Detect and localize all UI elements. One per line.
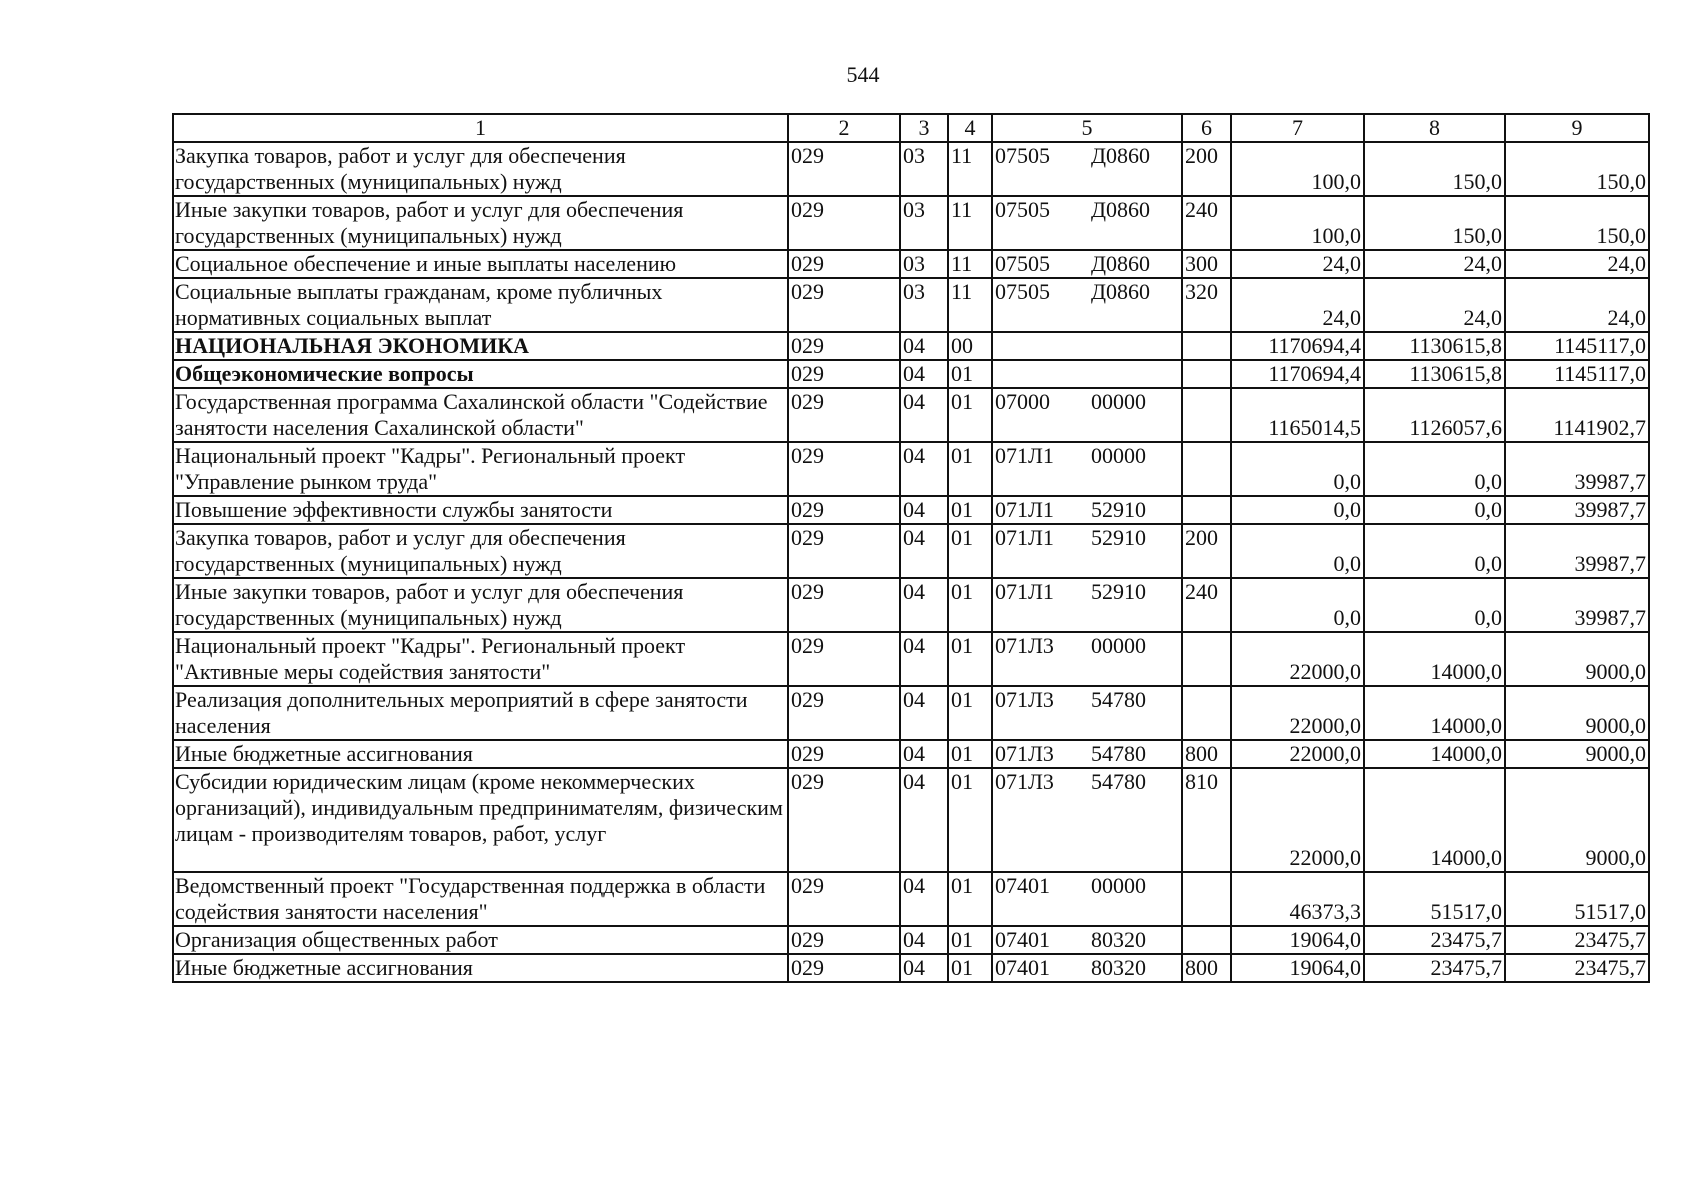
section-code-cell: 04 [900, 954, 948, 982]
amount-year3-cell: 39987,7 [1505, 442, 1649, 496]
subsection-code-cell: 01 [948, 686, 992, 740]
program-code: 07401 [995, 955, 1050, 980]
table-row [173, 578, 1649, 632]
amount-year1-cell: 1165014,5 [1231, 388, 1364, 442]
direction-code: 00000 [1091, 389, 1146, 414]
amount-year3-cell: 9000,0 [1505, 686, 1649, 740]
amount-year2-cell: 51517,0 [1364, 872, 1505, 926]
target-article-cell [992, 388, 1182, 442]
ministry-code-cell: 029 [788, 496, 900, 524]
row-name-cell: НАЦИОНАЛЬНАЯ ЭКОНОМИКА [173, 332, 788, 360]
amount-year1-cell: 100,0 [1231, 196, 1364, 250]
section-code-cell: 04 [900, 360, 948, 388]
target-article-cell [992, 278, 1182, 332]
amount-year1-cell: 46373,3 [1231, 872, 1364, 926]
amount-year3-cell: 24,0 [1505, 250, 1649, 278]
program-code: 07505 [995, 143, 1050, 168]
target-article-cell [992, 578, 1182, 632]
target-article-cell [992, 142, 1182, 196]
subsection-code-cell: 11 [948, 196, 992, 250]
amount-year1-cell: 24,0 [1231, 250, 1364, 278]
amount-year2-cell: 1126057,6 [1364, 388, 1505, 442]
direction-code: 80320 [1091, 955, 1146, 980]
amount-year2-cell: 1130615,8 [1364, 332, 1505, 360]
section-code-cell: 03 [900, 278, 948, 332]
program-code: 071Л3 [995, 687, 1054, 712]
table-row [173, 768, 1649, 872]
amount-year2-cell: 0,0 [1364, 496, 1505, 524]
subsection-code-cell: 01 [948, 926, 992, 954]
target-article-cell [992, 686, 1182, 740]
amount-year3-cell: 1141902,7 [1505, 388, 1649, 442]
expense-type-cell: 300 [1182, 250, 1231, 278]
row-name-cell: Социальные выплаты гражданам, кроме публичных нормативных социальных выплат [173, 278, 788, 332]
table-row [173, 196, 1649, 250]
direction-code: 54780 [1091, 741, 1146, 766]
amount-year3-cell: 1145117,0 [1505, 360, 1649, 388]
expense-type-cell: 200 [1182, 524, 1231, 578]
section-code-cell: 04 [900, 632, 948, 686]
subsection-code-cell: 01 [948, 740, 992, 768]
direction-code: Д0860 [1091, 197, 1151, 222]
subsection-code-cell: 01 [948, 388, 992, 442]
program-code: 071Л3 [995, 769, 1054, 794]
direction-code: 54780 [1091, 769, 1146, 794]
section-code-cell: 04 [900, 926, 948, 954]
section-code-cell: 04 [900, 768, 948, 872]
direction-code: 54780 [1091, 687, 1146, 712]
table-header-row [173, 114, 1649, 142]
expense-type-cell: 240 [1182, 196, 1231, 250]
direction-code: 80320 [1091, 927, 1146, 952]
amount-year3-cell: 23475,7 [1505, 926, 1649, 954]
amount-year1-cell: 0,0 [1231, 496, 1364, 524]
section-code-cell: 04 [900, 740, 948, 768]
target-article-cell [992, 196, 1182, 250]
target-article-cell [992, 332, 1182, 360]
table-row [173, 332, 1649, 360]
amount-year2-cell: 14000,0 [1364, 768, 1505, 872]
direction-code: 52910 [1091, 497, 1146, 522]
table-row [173, 250, 1649, 278]
amount-year3-cell: 24,0 [1505, 278, 1649, 332]
program-code: 07505 [995, 279, 1050, 304]
section-code-cell: 04 [900, 332, 948, 360]
direction-code: Д0860 [1091, 143, 1151, 168]
program-code: 071Л3 [995, 741, 1054, 766]
subsection-code-cell: 01 [948, 442, 992, 496]
amount-year3-cell: 39987,7 [1505, 578, 1649, 632]
header-cell: 8 [1364, 114, 1505, 142]
expense-type-cell: 240 [1182, 578, 1231, 632]
expense-type-cell [1182, 496, 1231, 524]
subsection-code-cell: 01 [948, 632, 992, 686]
amount-year3-cell: 150,0 [1505, 196, 1649, 250]
section-code-cell: 04 [900, 442, 948, 496]
row-name-cell: Реализация дополнительных мероприятий в сфере занятости населения [173, 686, 788, 740]
expense-type-cell: 800 [1182, 740, 1231, 768]
row-name-cell: Закупка товаров, работ и услуг для обеспечения государственных (муниципальных) нужд [173, 142, 788, 196]
table-row [173, 142, 1649, 196]
expense-type-cell [1182, 926, 1231, 954]
ministry-code-cell: 029 [788, 686, 900, 740]
header-cell: 2 [788, 114, 900, 142]
target-article-cell [992, 872, 1182, 926]
target-article-cell [992, 740, 1182, 768]
amount-year1-cell: 100,0 [1231, 142, 1364, 196]
table-row [173, 926, 1649, 954]
expense-type-cell [1182, 872, 1231, 926]
program-code: 071Л1 [995, 497, 1054, 522]
amount-year2-cell: 23475,7 [1364, 926, 1505, 954]
amount-year3-cell: 1145117,0 [1505, 332, 1649, 360]
row-name-cell: Иные закупки товаров, работ и услуг для обеспечения государственных (муниципальных) нужд [173, 578, 788, 632]
program-code: 07505 [995, 197, 1050, 222]
expense-type-cell [1182, 686, 1231, 740]
target-article-cell [992, 524, 1182, 578]
table-row [173, 360, 1649, 388]
section-code-cell: 04 [900, 578, 948, 632]
ministry-code-cell: 029 [788, 278, 900, 332]
table-row [173, 496, 1649, 524]
amount-year3-cell: 23475,7 [1505, 954, 1649, 982]
table-row [173, 954, 1649, 982]
amount-year2-cell: 24,0 [1364, 278, 1505, 332]
page-number [0, 62, 1703, 88]
subsection-code-cell: 11 [948, 142, 992, 196]
row-name-cell: Повышение эффективности службы занятости [173, 496, 788, 524]
ministry-code-cell: 029 [788, 388, 900, 442]
expense-type-cell: 320 [1182, 278, 1231, 332]
amount-year3-cell: 51517,0 [1505, 872, 1649, 926]
section-code-cell: 03 [900, 250, 948, 278]
amount-year3-cell: 9000,0 [1505, 768, 1649, 872]
ministry-code-cell: 029 [788, 632, 900, 686]
ministry-code-cell: 029 [788, 196, 900, 250]
ministry-code-cell: 029 [788, 250, 900, 278]
expense-type-cell [1182, 632, 1231, 686]
amount-year1-cell: 22000,0 [1231, 686, 1364, 740]
subsection-code-cell: 01 [948, 360, 992, 388]
amount-year1-cell: 19064,0 [1231, 954, 1364, 982]
ministry-code-cell: 029 [788, 578, 900, 632]
section-code-cell: 03 [900, 142, 948, 196]
table-row [173, 388, 1649, 442]
amount-year2-cell: 150,0 [1364, 196, 1505, 250]
table-row [173, 686, 1649, 740]
ministry-code-cell: 029 [788, 768, 900, 872]
amount-year3-cell: 9000,0 [1505, 740, 1649, 768]
amount-year3-cell: 39987,7 [1505, 524, 1649, 578]
amount-year1-cell: 0,0 [1231, 578, 1364, 632]
ministry-code-cell: 029 [788, 740, 900, 768]
amount-year1-cell: 0,0 [1231, 524, 1364, 578]
amount-year1-cell: 22000,0 [1231, 740, 1364, 768]
header-cell: 7 [1231, 114, 1364, 142]
amount-year2-cell: 0,0 [1364, 442, 1505, 496]
direction-code: Д0860 [1091, 251, 1151, 276]
table-row [173, 442, 1649, 496]
direction-code: 00000 [1091, 443, 1146, 468]
row-name-cell: Иные бюджетные ассигнования [173, 954, 788, 982]
section-code-cell: 03 [900, 196, 948, 250]
expense-type-cell [1182, 442, 1231, 496]
amount-year1-cell: 22000,0 [1231, 768, 1364, 872]
ministry-code-cell: 029 [788, 142, 900, 196]
row-name-cell: Организация общественных работ [173, 926, 788, 954]
subsection-code-cell: 01 [948, 496, 992, 524]
amount-year3-cell: 39987,7 [1505, 496, 1649, 524]
row-name-cell: Национальный проект "Кадры". Региональный проект "Активные меры содействия занятости" [173, 632, 788, 686]
direction-code: Д0860 [1091, 279, 1151, 304]
expense-type-cell: 200 [1182, 142, 1231, 196]
amount-year2-cell: 14000,0 [1364, 632, 1505, 686]
row-name-cell: Ведомственный проект "Государственная поддержка в области содействия занятости населения" [173, 872, 788, 926]
amount-year1-cell: 1170694,4 [1231, 332, 1364, 360]
amount-year1-cell: 24,0 [1231, 278, 1364, 332]
program-code: 071Л1 [995, 525, 1054, 550]
header-cell: 6 [1182, 114, 1231, 142]
table-row [173, 524, 1649, 578]
row-name-cell: Государственная программа Сахалинской области "Содействие занятости населения Сахалинской области" [173, 388, 788, 442]
ministry-code-cell: 029 [788, 360, 900, 388]
row-name-cell: Субсидии юридическим лицам (кроме некоммерческих организаций), индивидуальным предпринимателям, физическим лицам - производителям товаров, работ, услуг [173, 768, 788, 872]
program-code: 07505 [995, 251, 1050, 276]
expense-type-cell: 810 [1182, 768, 1231, 872]
direction-code: 52910 [1091, 579, 1146, 604]
amount-year3-cell: 150,0 [1505, 142, 1649, 196]
expense-type-cell [1182, 388, 1231, 442]
amount-year2-cell: 1130615,8 [1364, 360, 1505, 388]
ministry-code-cell: 029 [788, 524, 900, 578]
target-article-cell [992, 954, 1182, 982]
amount-year2-cell: 14000,0 [1364, 686, 1505, 740]
target-article-cell [992, 360, 1182, 388]
amount-year2-cell: 23475,7 [1364, 954, 1505, 982]
header-cell: 1 [173, 114, 788, 142]
ministry-code-cell: 029 [788, 954, 900, 982]
budget-table [172, 113, 1650, 983]
ministry-code-cell: 029 [788, 872, 900, 926]
section-code-cell: 04 [900, 496, 948, 524]
amount-year2-cell: 150,0 [1364, 142, 1505, 196]
program-code: 071Л3 [995, 633, 1054, 658]
amount-year3-cell: 9000,0 [1505, 632, 1649, 686]
row-name-cell: Общеэкономические вопросы [173, 360, 788, 388]
subsection-code-cell: 01 [948, 872, 992, 926]
amount-year1-cell: 22000,0 [1231, 632, 1364, 686]
ministry-code-cell: 029 [788, 442, 900, 496]
amount-year1-cell: 19064,0 [1231, 926, 1364, 954]
row-name-cell: Национальный проект "Кадры". Региональный проект "Управление рынком труда" [173, 442, 788, 496]
table-row [173, 872, 1649, 926]
section-code-cell: 04 [900, 388, 948, 442]
table-row [173, 632, 1649, 686]
section-code-cell: 04 [900, 524, 948, 578]
table-row [173, 278, 1649, 332]
direction-code: 00000 [1091, 633, 1146, 658]
amount-year2-cell: 24,0 [1364, 250, 1505, 278]
target-article-cell [992, 250, 1182, 278]
amount-year1-cell: 1170694,4 [1231, 360, 1364, 388]
section-code-cell: 04 [900, 686, 948, 740]
subsection-code-cell: 11 [948, 278, 992, 332]
page-number-text: 544 [846, 62, 880, 87]
ministry-code-cell: 029 [788, 926, 900, 954]
row-name-cell: Иные бюджетные ассигнования [173, 740, 788, 768]
row-name-cell: Иные закупки товаров, работ и услуг для обеспечения государственных (муниципальных) нужд [173, 196, 788, 250]
direction-code: 00000 [1091, 873, 1146, 898]
amount-year2-cell: 0,0 [1364, 578, 1505, 632]
amount-year2-cell: 14000,0 [1364, 740, 1505, 768]
expense-type-cell: 800 [1182, 954, 1231, 982]
amount-year1-cell: 0,0 [1231, 442, 1364, 496]
expense-type-cell [1182, 360, 1231, 388]
header-cell: 9 [1505, 114, 1649, 142]
subsection-code-cell: 01 [948, 578, 992, 632]
subsection-code-cell: 01 [948, 954, 992, 982]
program-code: 07401 [995, 927, 1050, 952]
subsection-code-cell: 01 [948, 768, 992, 872]
target-article-cell [992, 442, 1182, 496]
direction-code: 52910 [1091, 525, 1146, 550]
program-code: 07000 [995, 389, 1050, 414]
subsection-code-cell: 11 [948, 250, 992, 278]
table-row [173, 740, 1649, 768]
program-code: 071Л1 [995, 579, 1054, 604]
row-name-cell: Закупка товаров, работ и услуг для обеспечения государственных (муниципальных) нужд [173, 524, 788, 578]
expense-type-cell [1182, 332, 1231, 360]
header-cell: 5 [992, 114, 1182, 142]
row-name-cell: Социальное обеспечение и иные выплаты населению [173, 250, 788, 278]
subsection-code-cell: 01 [948, 524, 992, 578]
ministry-code-cell: 029 [788, 332, 900, 360]
header-cell: 3 [900, 114, 948, 142]
amount-year2-cell: 0,0 [1364, 524, 1505, 578]
section-code-cell: 04 [900, 872, 948, 926]
target-article-cell [992, 632, 1182, 686]
program-code: 07401 [995, 873, 1050, 898]
header-cell: 4 [948, 114, 992, 142]
target-article-cell [992, 496, 1182, 524]
target-article-cell [992, 768, 1182, 872]
target-article-cell [992, 926, 1182, 954]
subsection-code-cell: 00 [948, 332, 992, 360]
program-code: 071Л1 [995, 443, 1054, 468]
